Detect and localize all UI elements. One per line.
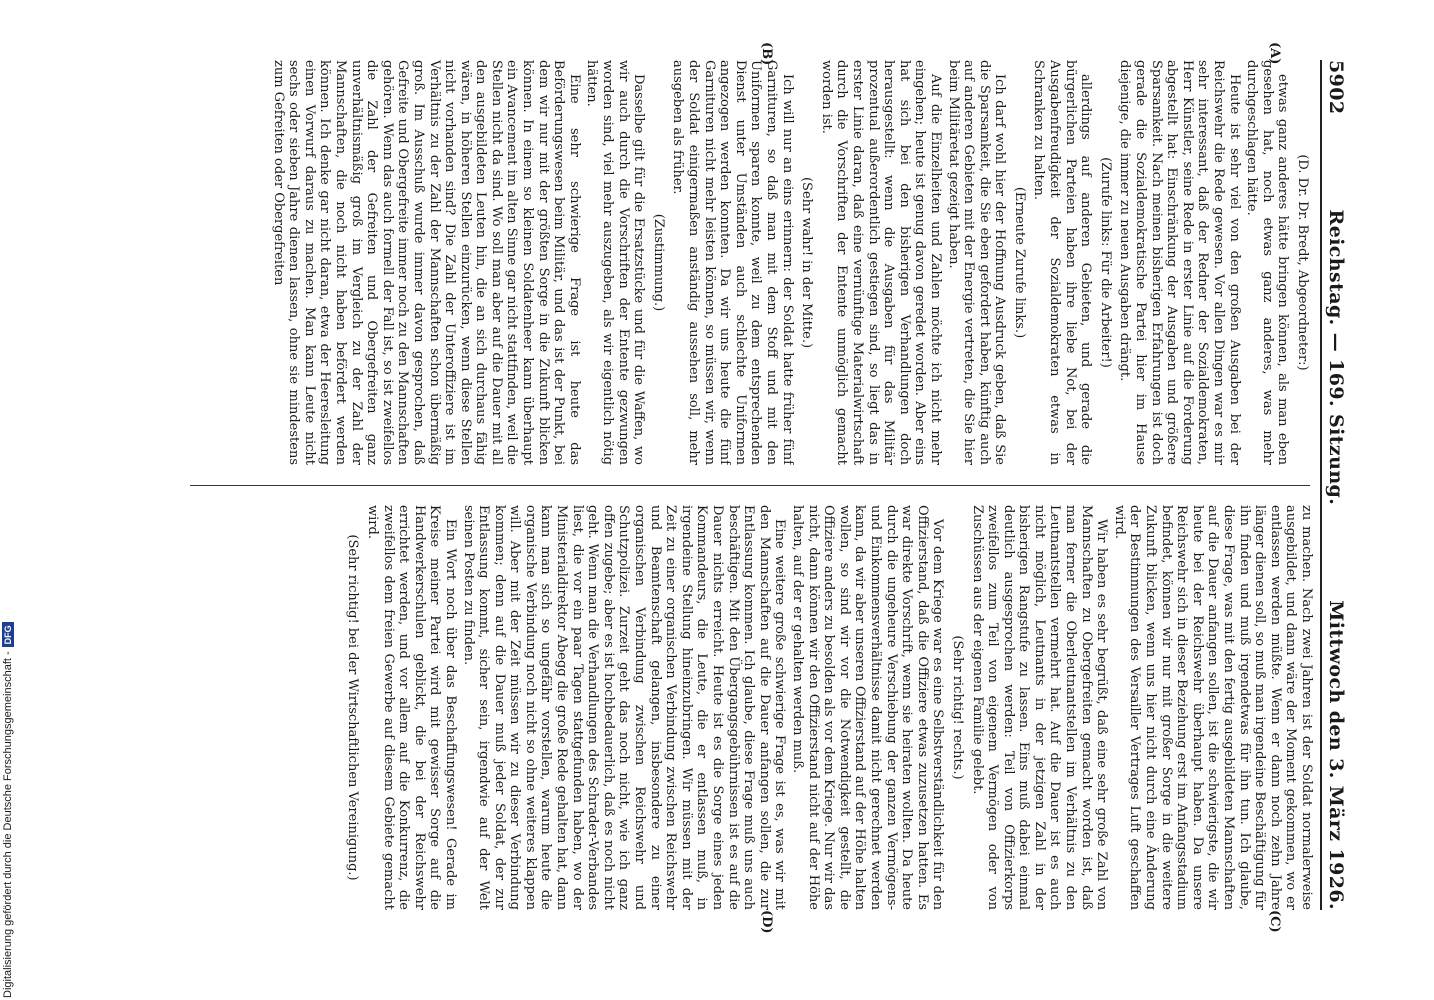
paragraph: Eine weitere große schwierige Frage ist es, was wir mit den Mannschaften auf die Dauer anfangen sollen, die zur Entlassung kommen. Ich glaube, diese Frage muß uns auch beschäftigen. Mit den Übergangsgebührnissen ist es auf die Dauer nichts erreicht. Heute ist es die Sorge eines jeden Kommandeurs, die Leute, die er entlassen muß, in irgendeine Stellung hineinzubringen. Wir müssen mit der Zeit zu einer organischen Verbindung zwischen Reichswehr und Beamtenschaft gelangen, insbesondere zu einer organischen Verbindung zwischen Reichswehr und Schutzpolizei. Zurzeit geht das noch nicht, wie ich ganz offen zugebe; aber es ist hochbedauerlich, daß es noch nicht geht. Wenn man die Verhandlungen des Schrader-Verbandes liest, die vor ein paar Tagen stattgefunden haben, wo der Ministerialdirektor Abegg die große Rede gehalten hat, dann kann man sich so ungefähr vorstellen, warum heute die organische Verbindung noch nicht so ohne weiteres klappen will. Aber mit der Zeit müssen wir zu dieser Verbindung kommen; denn auf die Dauer muß jeder Soldat, der zur Entlassung kommt, sicher sein, irgendwie auf der Welt seinen Posten zu finden. (460, 505, 788, 910)
speaker-label: (D. Dr. Dr. Bredt, Abgeordneter:) (1295, 154, 1310, 371)
interjection: (Erneute Zurufe links.) (1011, 186, 1027, 339)
paragraph: Ich darf wohl hier der Hoffnung Ausdruck geben, daß Sie die Sparsamkeit, die Sie eben gefordert haben, künftig auch auf anderen Gebieten mit der Energie vertreten, die Sie hier beim Militäretat gezeigt haben. (945, 60, 1008, 465)
margin-marker-b: (B) (759, 42, 774, 66)
margin-marker-c: (C) (1267, 910, 1282, 933)
text-column-right (124, 505, 1314, 910)
session-title: Reichstag. — 169. Sitzung. (1325, 209, 1347, 506)
paragraph: Wir haben es sehr begrüßt, daß eine sehr große Zahl von Mannschaften zu Obergefreiten gemacht worden ist, daß man ferner die Oberleutnantstellen im Verhältnis zu den Leutnantstellen vermehrt hat. Auf die Dauer ist es auch nicht möglich, Leutnants in der jetzigen Zahl in der bisherigen Rangstufe zu lassen. Eins muß dabei einmal deutlich ausgesprochen werden: Teil von Offizierkorps zweifellos zum Teil von eigenem Vermögen oder von Zuschüssen aus der eigenen Familie gelebt. (969, 505, 1110, 910)
page-number: 5902 (1325, 60, 1347, 115)
margin-marker-a: (A) (1267, 42, 1282, 65)
column-divider (190, 485, 1310, 486)
dfg-logo: DFG (2, 622, 14, 647)
text-column-left (124, 60, 1314, 465)
paragraph: allerdings auf anderen Gebieten, und gerade die bürgerlichen Parteien haben ihre liebe Not, bei der Ausgabenfreudigkeit der Sozialdemokraten etwas in Schranken zu halten. (1031, 60, 1094, 465)
paragraph: Heute ist sehr viel von den großen Ausgaben bei der Reichswehr die Rede gewesen. Vor allen Dingen war es mir sehr interessant, daß der Redner der Sozialdemokraten, Herr Künstler, seine Rede in erster Linie auf die Forderung abgestellt hat: Einschränkung der Ausgaben und größere Sparsamkeit. Nach meinen bisherigen Erfahrungen ist doch gerade die Sozialdemokratische Partei hier im Hause diejenige, die immer zu neuen Ausgaben drängt. (1117, 60, 1242, 465)
paragraph: Ich will nur an eins erinnern: der Soldat hatte früher fünf Garnituren, so daß man mit dem Stoff und mit den Uniformen sparen konnte, weil zu dem entsprechenden Dienst unter Umständen auch schlechte Uniformen angezogen werden konnten. Da wir uns heute die fünf Garnituren nicht mehr leisten können, so müssen wir, wenn der Soldat einigermaßen anständig aussehen soll, mehr ausgeben als früher. (670, 60, 795, 465)
paragraph: etwas ganz anderes hätte bringen können, als man eben gesehen hat, noch etwas ganz anderes, was mehr durchgeschlagen hätte. (1244, 60, 1291, 465)
interjection: (Sehr richtig! rechts.) (949, 635, 965, 780)
page-header (1320, 60, 1356, 910)
paragraph: Vor dem Kriege war es eine Selbstverständlichkeit für den Offizierstand, daß die Offiziere etwas zuzusetzen hatten. Es war direkte Vorschrift, wenn sie heiraten wollten. Da heute durch die ungeheure Verschiebung der ganzen Vermögens- und Einkommensverhältnisse damit nicht gerechnet werden kann, da wir aber unseren Offizierstand auf der Höhe halten wollen, so sind wir vor die Notwendigkeit gestellt, die Offiziere anders zu besolden als vor dem Kriege. Nur wir das nicht, dann können wir den Offizierstand nicht auf der Höhe halten, auf der er gehalten werden muß. (790, 505, 946, 910)
margin-marker-d: (D) (759, 910, 774, 934)
paragraph: zu machen. Nach zwei Jahren ist der Soldat normalerweise ausgebildet, und dann wäre der Moment gekommen, wo er entlassen werden müßte. Wenn er dann noch zehn Jahre länger dienen soll, so muß man irgendeine Beschäftigung für ihn finden und muß irgendetwas für ihn tun. Ich glaube, diese Frage, was mit den fertig ausgebildeten Mannschaften auf die Dauer anfangen sollen, ist die schwierigste, die wir heute bei der Reichswehr überhaupt haben. Da unsere Reichswehr sich in dieser Beziehung erst im Anfangsstadium befindet, können wir nur mit großer Sorge in die weitere Zukunft blicken, wenn uns hier nicht durch eine Änderung der Bestimmungen des Versailler Vertrages Luft geschaffen wird. (1111, 505, 1314, 910)
credit-text: Digitalisierung gefördert durch die Deutsche Forschungsgemeinschaft - (2, 651, 14, 998)
digitization-credit (2, 622, 14, 998)
paragraph: Ein Wort noch über das Beschaffungswesen! Gerade im Kreise meiner Partei wird mit gewisser Sorge auf die Handwerkerschulen geblickt, die bei der Reichswehr errichtet werden, und vor allem auf die Konkurrenz, die zweifellos dem freien Gewerbe auf diesem Gebiete gemacht wird. (364, 505, 458, 910)
interjection: (Sehr richtig! bei der Wirtschaftlichen Vereinigung.) (345, 534, 361, 881)
interjection: (Zustimmung.) (650, 213, 666, 312)
paragraph: Auf die Einzelheiten und Zahlen möchte ich nicht mehr eingehen; heute ist genug davon geredet worden. Aber eins hat sich bei den bisherigen Verhandlungen doch herausgestellt: wenn die Ausgaben für das Militär prozentual außerordentlich gestiegen sind, so liegt das in erster Linie daran, daß eine vernünftige Materialwirtschaft durch die Vorschriften der Entente unmöglich gemacht worden ist. (818, 60, 943, 465)
interjection: (Zurufe links: Für die Arbeiter!) (1097, 157, 1113, 368)
paragraph: Eine sehr schwierige Frage ist heute das Beförderungswesen beim Militär, und das ist der Punkt, bei dem wir nur mit der größten Sorge in die Zukunft blicken können. In einem so kleinen Soldatenheer kann überhaupt ein Avancement im alten Sinne gar nicht stattfinden, weil die Stellen nicht da sind. Wo soll man aber auf die Dauer mit all den ausgebildeten Leuten hin, die an sich durchaus fähig wären, in höheren Stellen einzurücken, wenn diese Stellen nicht vorhanden sind? Die Zahl der Unteroffiziere ist im Verhältnis zu der Zahl der Mannschaften schon übermäßig groß. Im Ausschuß wurde immer davon gesprochen, daß Gefreite und Obergefreite immer noch zu den Mannschaften gehören. Wenn das auch formell der Fall ist, so ist zweifellos die Zahl der Gefreiten und Obergefreiten ganz unverhältnismäßig groß im Vergleich zu der Zahl der Mannschaften, die noch nicht haben befördert werden können. Ich denke gar nicht daran, etwa der Heeresleitung einen Vorwurf daraus zu machen. Man kann Leute nicht sechs oder sieben Jahre dienen lassen, ohne sie mindestens zum Gefreiten oder Obergefreiten (270, 60, 582, 465)
paragraph: Dasselbe gilt für die Ersatzstücke und für die Waffen, wo wir auch durch die Vorschriften der Entente gezwungen worden sind, viel mehr auszugeben, als wir eigentlich nötig hätten. (584, 60, 647, 465)
session-date: Mittwoch den 3. März 1926. (1325, 600, 1347, 910)
interjection: (Sehr wahr! in der Mitte.) (799, 176, 815, 349)
rotated-document-page (104, 40, 1374, 934)
